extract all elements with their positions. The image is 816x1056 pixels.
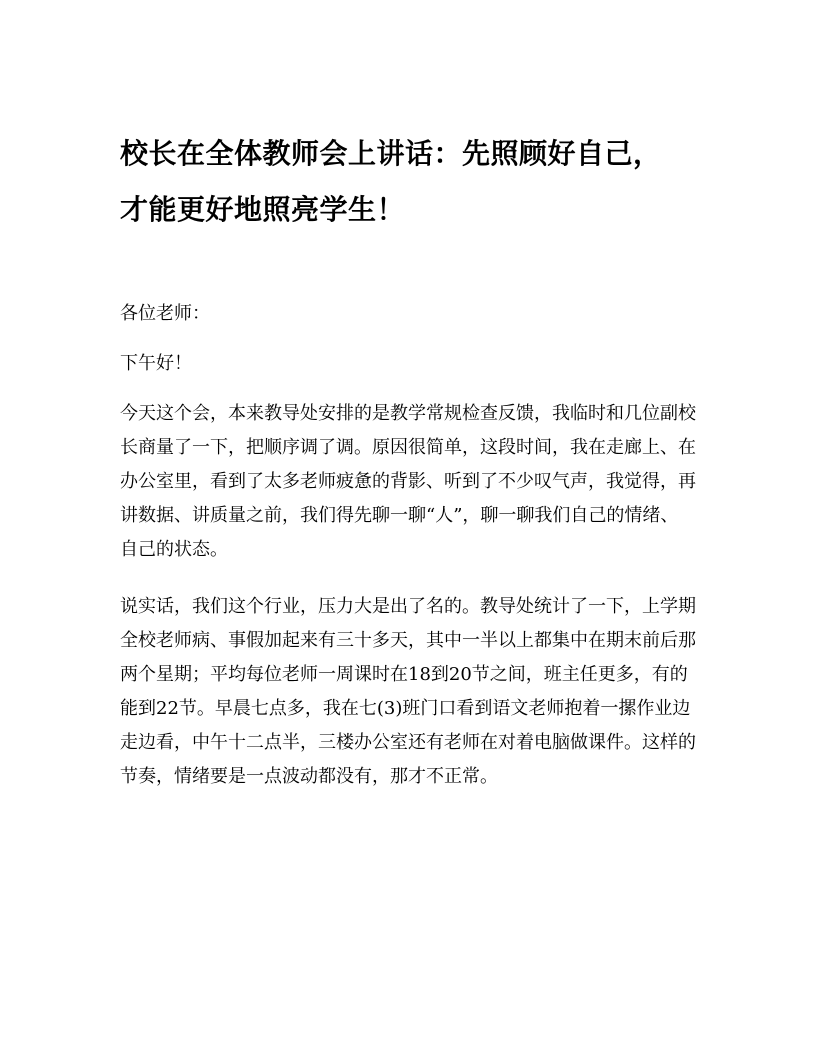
page-title [120,126,696,238]
greeting-line: 各位老师： [120,303,210,324]
title-line-1: 校长在全体教师会上讲话：先照顾好自己， [120,137,662,170]
title-line-2: 才能更好地照亮学生！ [120,193,406,226]
paragraph-1: 今天这个会，本来教导处安排的是教学常规检查反馈，我临时和几位副校长商量了一下，把顺序调了调。原因很简单，这段时间，我在走廊上、在办公室里，看到了太多老师疲惫的背影、听到了不少叹气声，我觉得，再讲数据、讲质量之前，我们得先聊一聊“人”，聊一聊我们自己的情绪、自己的状态。 [120,403,696,560]
paragraph-2: 说实话，我们这个行业，压力大是出了名的。教导处统计了一下，上学期全校老师病、事假加起来有三十多天，其中一半以上都集中在期末前后那两个星期；平均每位老师一周课时在18到20节之间，班主任更多，有的能到22节。早晨七点多，我在七(3)班门口看到语文老师抱着一摞作业边走边看，中午十二点半，三楼办公室还有老师在对着电脑做课件。这样的节奏，情绪要是一点波动都没有，那才不正常。 [120,596,696,787]
hello-line: 下午好！ [120,353,192,374]
